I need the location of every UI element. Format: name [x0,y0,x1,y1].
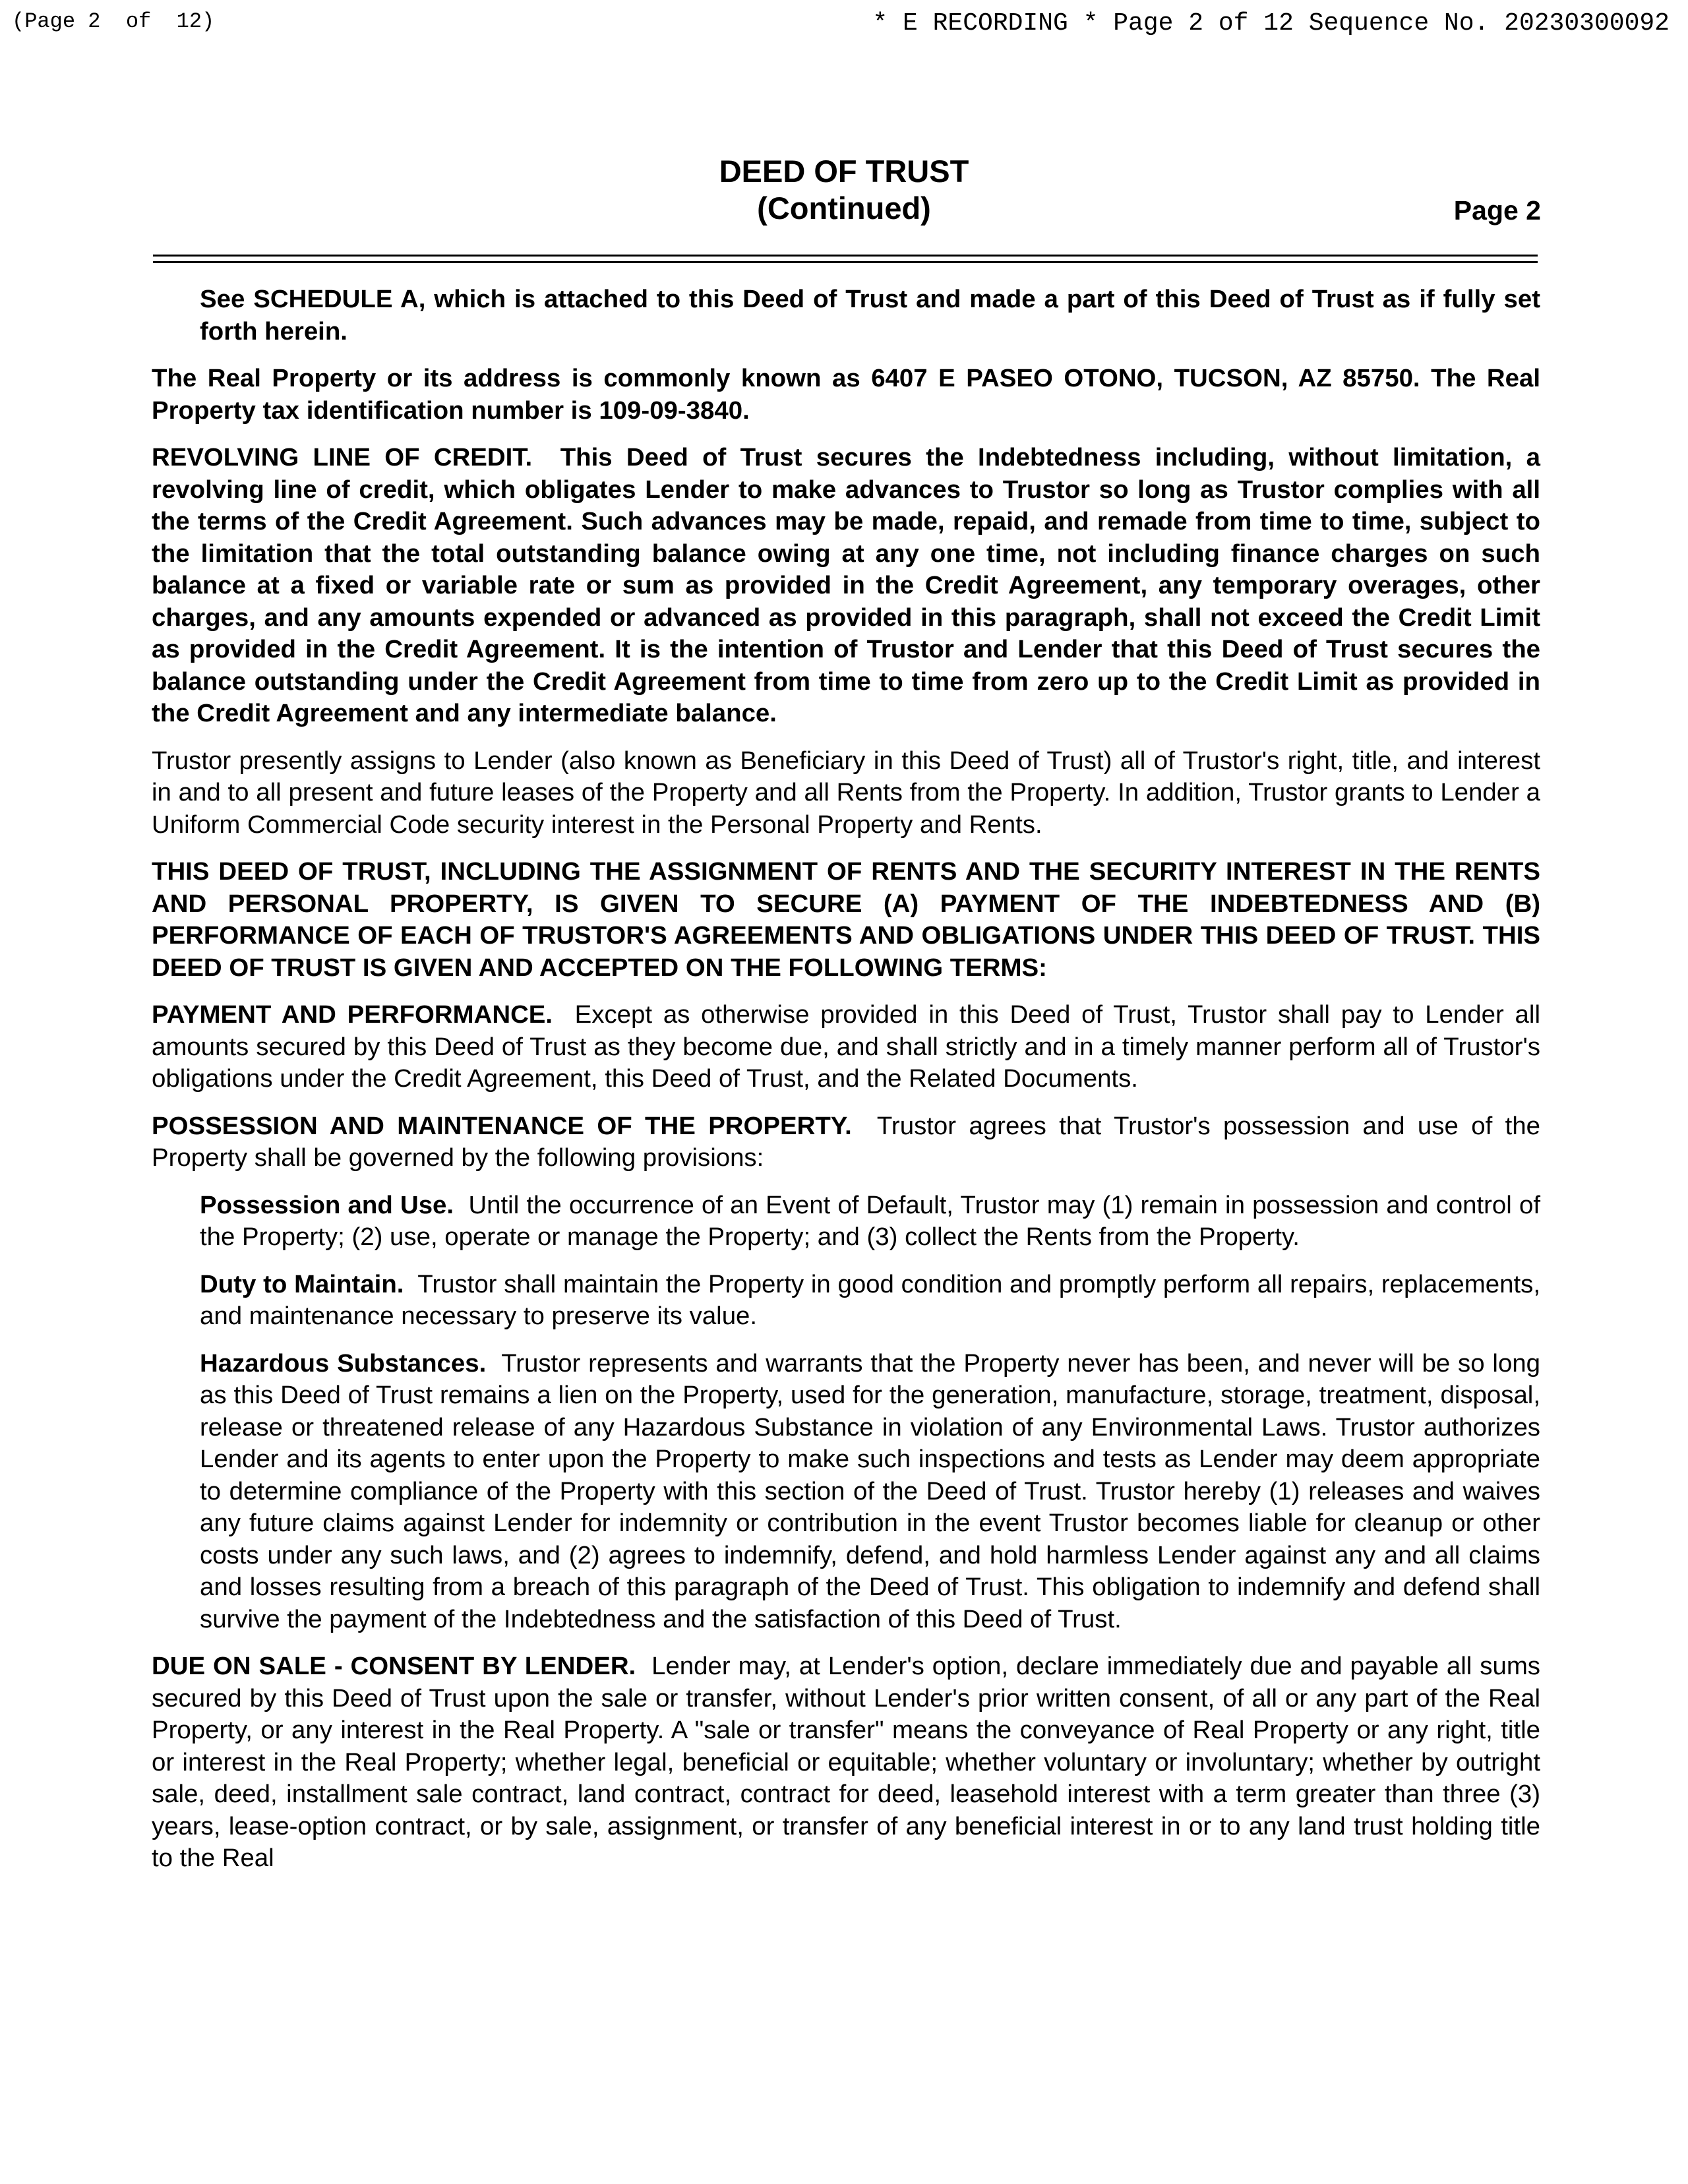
property-address-paragraph: The Real Property or its address is commonly known as 6407 E PASEO OTONO, TUCSON, AZ 85750. The Real Property tax identification number is 109-09-3840. [152,364,1540,425]
title-line-1: DEED OF TRUST [719,154,969,189]
duty-to-maintain-paragraph [200,1269,1540,1333]
revolving-credit-heading: REVOLVING LINE OF CREDIT. [152,443,533,471]
page-reference: (Page 2 of 12) [12,9,215,34]
possession-use-paragraph [200,1190,1540,1254]
recording-header: * E RECORDING * Page 2 of 12 Sequence No. 20230300092 [872,9,1670,38]
document-title [0,153,1688,227]
duty-to-maintain-heading: Duty to Maintain. [200,1269,404,1298]
payment-paragraph [152,999,1540,1095]
title-rule-top [153,255,1538,257]
due-on-sale-heading: DUE ON SALE - CONSENT BY LENDER. [152,1652,636,1680]
hazardous-substances-paragraph [200,1348,1540,1636]
schedule-paragraph: See SCHEDULE A, which is attached to this Deed of Trust and made a part of this Deed of Trust as if fully set forth herein. [200,285,1540,346]
due-on-sale-text: Lender may, at Lender's option, declare immediately due and payable all sums secured by this Deed of Trust upon the sale or transfer, without Lender's prior written consent, of all or any part of the Real Property, or any interest in the Real Property. A "sale or transfer" means the conveyance of Real Property or any right, title or interest in the Real Property; whether legal, beneficial or equitable; whether voluntary or involuntary; whether by outright sale, deed, installment sale contract, land contract, contract for deed, leasehold interest with a term greater than three (3) years, lease-option contract, or by sale, assignment, or transfer of any beneficial interest in or to any land trust holding title to the Real [152,1652,1540,1872]
revolving-credit-paragraph [152,442,1540,730]
title-rule-bottom [153,261,1538,263]
revolving-credit-text: This Deed of Trust secures the Indebtedness including, without limitation, a revolving line of credit, which obligates Lender to make advances to Trustor so long as Trustor complies with all the terms of the Credit Agreement. Such advances may be made, repaid, and remade from time to time, subject to the limitation that the total outstanding balance owing at any one time, not including finance charges on such balance at a fixed or variable rate or sum as provided in the Credit Agreement, any temporary overages, other charges, and any amounts expended or advanced as provided in this paragraph, shall not exceed the Credit Limit as provided in the Credit Agreement. It is the intention of Trustor and Lender that this Deed of Trust secures the balance outstanding under the Credit Agreement from time to time from zero up to the Credit Limit as provided in the Credit Agreement and any intermediate balance. [152,443,1540,727]
duty-to-maintain-text: Trustor shall maintain the Property in good condition and promptly perform all repairs, replacements, and maintenance necessary to preserve its value. [200,1269,1540,1330]
assignment-paragraph: Trustor presently assigns to Lender (also known as Beneficiary in this Deed of Trust) all of Trustor's right, title, and interest in and to all present and future leases of the Property and all Rents from the Property. In addition, Trustor grants to Lender a Uniform Commercial Code security interest in the Personal Property and Rents. [152,746,1540,839]
due-on-sale-paragraph [152,1651,1540,1875]
payment-heading: PAYMENT AND PERFORMANCE. [152,1000,553,1029]
possession-use-text: Until the occurrence of an Event of Default, Trustor may (1) remain in possession and control of the Property; (2) use, operate or manage the Property; and (3) collect the Rents from the Property. [200,1190,1540,1251]
possession-use-heading: Possession and Use. [200,1190,454,1219]
document-body [152,284,1540,1890]
hazardous-substances-heading: Hazardous Substances. [200,1349,487,1378]
possession-paragraph [152,1110,1540,1174]
possession-text: Trustor agrees that Trustor's possession and use of the Property shall be governed by the following provisions: [152,1111,1541,1172]
hazardous-substances-text: Trustor represents and warrants that the Property never has been, and never will be so long as this Deed of Trust remains a lien on the Property, used for the generation, manufacture, storage, treatment, disposal, release or threatened release of any Hazardous Substance in violation of any Environmental Laws. Trustor authorizes Lender and its agents to enter upon the Property to make such inspections and tests as Lender may deem appropriate to determine compliance of the Property with this section of the Deed of Trust. Trustor hereby (1) releases and waives any future claims against Lender for indemnity or contribution in the event Trustor becomes liable for cleanup or other costs under any such laws, and (2) agrees to indemnify, defend, and hold harmless Lender against any and all claims and losses resulting from a breach of this paragraph of the Deed of Trust. This obligation to indemnify and defend shall survive the payment of the Indebtedness and the satisfaction of this Deed of Trust. [200,1349,1540,1633]
possession-heading: POSSESSION AND MAINTENANCE OF THE PROPERTY. [152,1111,852,1140]
payment-text: Except as otherwise provided in this Deed of Trust, Trustor shall pay to Lender all amounts secured by this Deed of Trust as they become due, and shall strictly and in a timely manner perform all of Trustor's obligations under the Credit Agreement, this Deed of Trust, and the Related Documents. [152,1000,1540,1093]
caps-statement-paragraph: THIS DEED OF TRUST, INCLUDING THE ASSIGNMENT OF RENTS AND THE SECURITY INTEREST IN THE RENTS AND PERSONAL PROPERTY, IS GIVEN TO SECURE (A) PAYMENT OF THE INDEBTEDNESS AND (B) PERFORMANCE OF EACH OF TRUSTOR'S AGREEMENTS AND OBLIGATIONS UNDER THIS DEED OF TRUST. THIS DEED OF TRUST IS GIVEN AND ACCEPTED ON THE FOLLOWING TERMS: [152,857,1540,982]
title-line-2: (Continued) [757,191,931,226]
page-number-label: Page 2 [1453,195,1541,226]
